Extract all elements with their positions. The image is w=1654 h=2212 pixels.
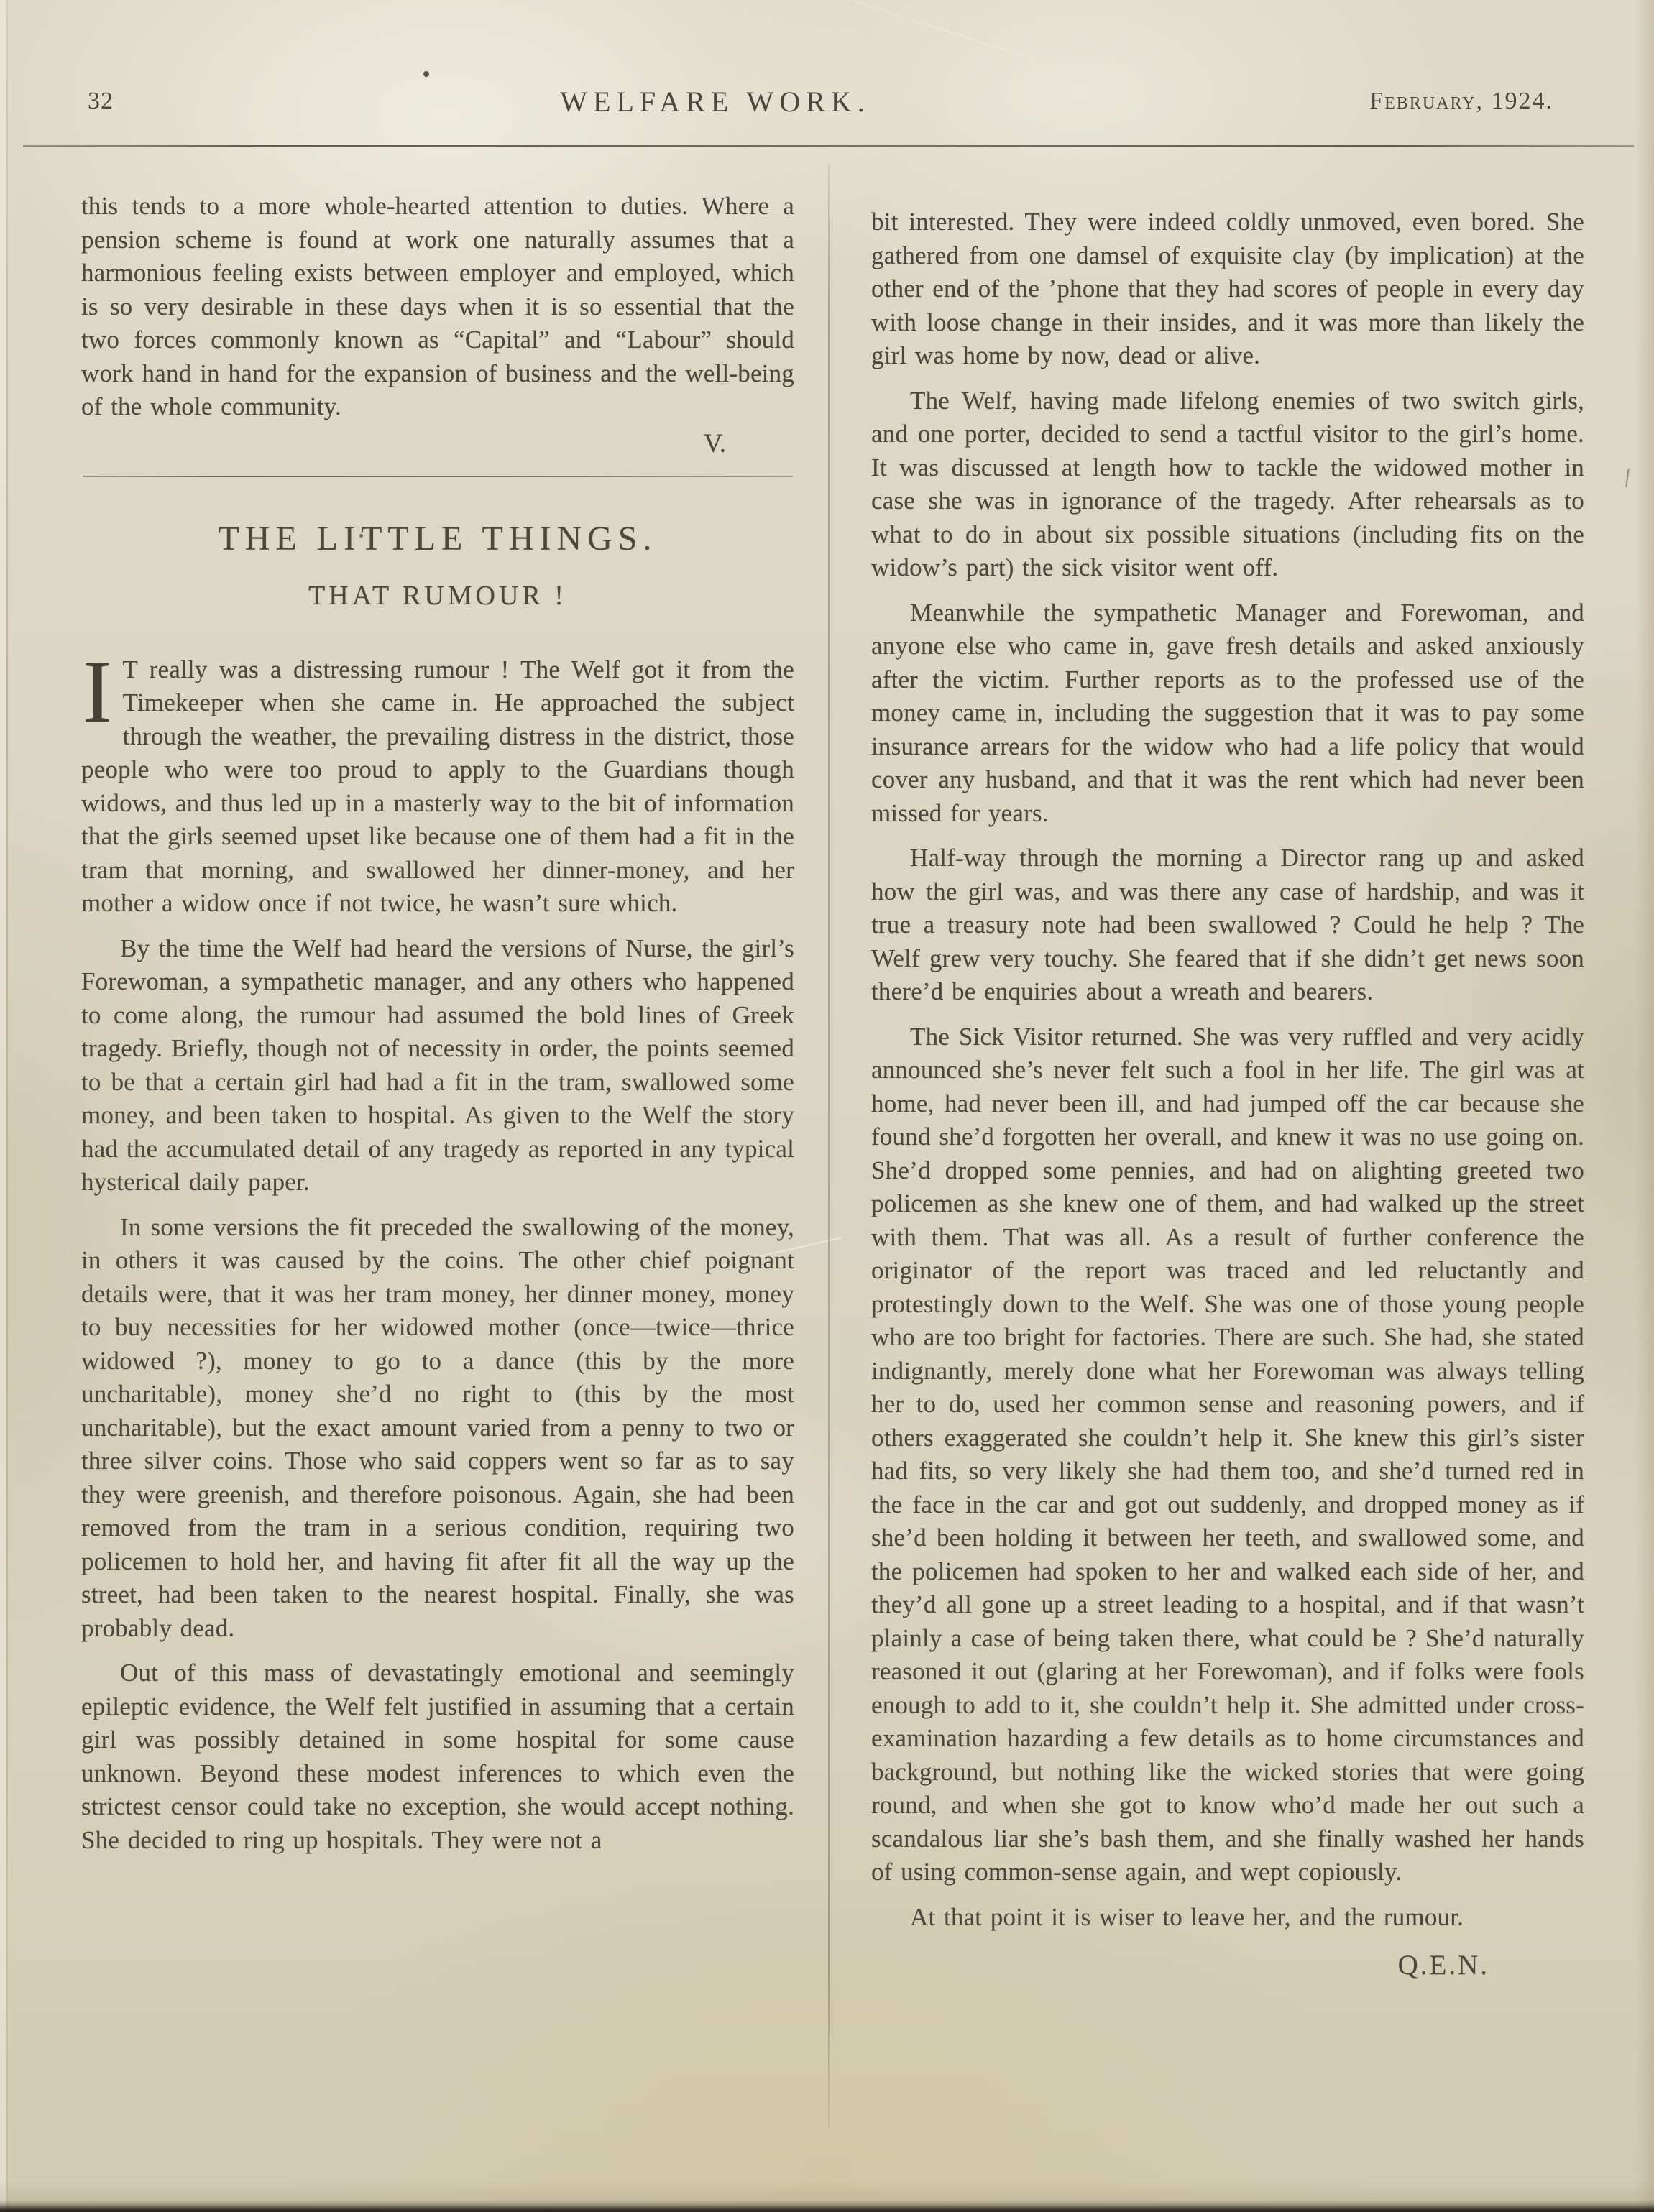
paragraph: In some versions the fit preceded the swallowing of the money, in others it was caused by the coins. The other chief poignant details were, that it was her tram money, her dinner money, money to buy necessities for her widowed mother (once—twice—thrice widowed ?), money to go to a dance (this by the more uncharitable), money she’d no right to (this by the most uncharitable), but the exact amount varied from a penny to two or three silver coins. Those who said coppers went so far as to say they were greenish, and therefore poisonous. Again, she had been removed from the tram in a serious condition, requiring two policemen to hold her, and having fit after fit all the way up the street, had been taken to the nearest hospital. Finally, she was probably dead. (81, 1212, 794, 1642)
article-title: THE LITTLE THINGS. (218, 519, 658, 558)
paragraph: At that point it is wiser to leave her, and the rumour. (910, 1902, 1464, 1931)
ink-speck (423, 71, 429, 77)
page-right-edge-shade (1635, 0, 1654, 2212)
section-divider (83, 476, 793, 477)
paper-crease-top (853, 0, 1032, 60)
header-rule (23, 145, 1634, 147)
continued-paragraph: this tends to a more whole-hearted attention to duties. Where a pension scheme is found at work one naturally assumes that a harmonious feeling exists between employer and employed, which is so very desirable in these days when it is so essential that the two forces commonly known as “Capital” and “Labour” should work hand in hand for the expansion of business and the well-being of the whole community. (81, 192, 794, 420)
paragraph: The Welf, having made lifelong enemies of two switch girls, and one porter, decided to send a tactful visitor to the girl’s home. It was discussed at length how to tackle the widowed mother in case she was in ignorance of the tragedy. After rehearsals as to what to do in about six possible situations (including fits on the widow’s part) the sick visitor went off. (871, 386, 1584, 581)
stray-pen-mark (1625, 469, 1630, 487)
page-number: 32 (88, 88, 114, 114)
page-left-crease (6, 0, 8, 2212)
drop-cap: I (83, 642, 113, 741)
bottom-scan-edge (0, 2201, 1654, 2212)
left-column (81, 190, 794, 1857)
paragraph-text: T really was a distressing rumour ! The Welf got it from the Timekeeper when she came in. He approached the subject through the weather, the prevailing distress in the district, those people who were too proud to apply to the Guardians though widows, and thus led up in a masterly way to the bit of information that the girls seemed upset like because one of them had a fit in the tram that morning, and swallowed her dinner-money, and her mother a widow once if not twice, he wasn’t sure which. (81, 655, 794, 917)
paragraph (81, 642, 794, 921)
page-bottom-shadow (0, 2180, 1654, 2202)
paragraph: The Sick Visitor returned. She was very ruffled and very acidly announced she’s never felt such a fool in her life. The girl was at home, had never been ill, and had jumped off the car because she found she’d forgotten her overall, and knew it was no use going on. She’d dropped some pennies, and had on alighting greeted two policemen as she knew one of them, and had walked up the street with them. That was all. As a result of further conference the originator of the report was traced and led reluctantly and protestingly down to the Welf. She was one of those young people who are too bright for factories. There are such. She had, she stated indignantly, merely done what her Forewoman was always telling her to do, used her common sense and reasoning powers, and if others exaggerated she couldn’t help it. She knew this girl’s sister had fits, so very likely she had them too, and she’d turned red in the face in the car and got out suddenly, and dropped money as if she’d been holding it between her teeth, and swallowed some, and the policemen had spoken to her and walked each side of her, and they’d all gone up a street leading to a hospital, and if that wasn’t plainly a case of being taken there, what could be ? She’d naturally reasoned it out (glaring at her Forewoman), and if folks were fools enough to add to it, she couldn’t help it. She admitted under cross-examination hazarding a few details as to home circumstances and background, but nothing like the wicked stories that were going round, and when she got to know who’d made her out such a scandalous liar she’s bash them, and she finally washed her hands of using common-sense again, and wept copiously. (871, 1022, 1584, 1886)
article-subtitle: THAT RUMOUR ! (308, 580, 567, 611)
paragraph: bit interested. They were indeed coldly unmoved, even bored. She gathered from one damsel of exquisite clay (by implication) at the other end of the ’phone that they had scores of people in every day with loose change in their insides, and it was more than likely the girl was home by now, dead or alive. (871, 208, 1584, 369)
right-column (871, 206, 1584, 1983)
author-initial: V. (703, 428, 726, 458)
paragraph: By the time the Welf had heard the versions of Nurse, the girl’s Forewoman, a sympathetic manager, and any others who happened to come along, the rumour had assumed the bold lines of Greek tragedy. Briefly, though not of necessity in order, the points seemed to be that a certain girl had had a fit in the tram, swallowed some money, and been taken to hospital. As given to the Welf the story had the accumulated detail of any tragedy as reported in any typical hysterical daily paper. (81, 934, 794, 1196)
paragraph: Half-way through the morning a Director rang up and asked how the girl was, and was there any case of hardship, and was it true a treasury note had been swallowed ? Could he help ? The Welf grew very touchy. She feared that if she didn’t get news soon there’d be enquiries about a wreath and bearers. (871, 844, 1584, 1005)
page-left-edge (0, 0, 6, 2212)
paragraph: Out of this mass of devastatingly emotional and seemingly epileptic evidence, the Welf felt justified in assuming that a certain girl was possibly detained in some hospital for some cause unknown. Beyond these modest inferences to which even the strictest censor could take no exception, she would accept nothing. She decided to ring up hospitals. They were not a (81, 1659, 794, 1854)
journal-title: WELFARE WORK. (560, 86, 870, 118)
paragraph: Meanwhile the sympathetic Manager and Forewoman, and anyone else who came in, gave fresh details and asked anxiously after the victim. Further reports as to the professed use of the money came in, including the suggestion that it was to pay some insurance arrears for the widow who had a life policy that would cover any husband, and that it was the rent which had never been missed for years. (871, 598, 1584, 827)
issue-date: February, 1924. (1369, 88, 1553, 114)
article-signature: Q.E.N. (1397, 1950, 1489, 1981)
column-divider (828, 164, 830, 2127)
